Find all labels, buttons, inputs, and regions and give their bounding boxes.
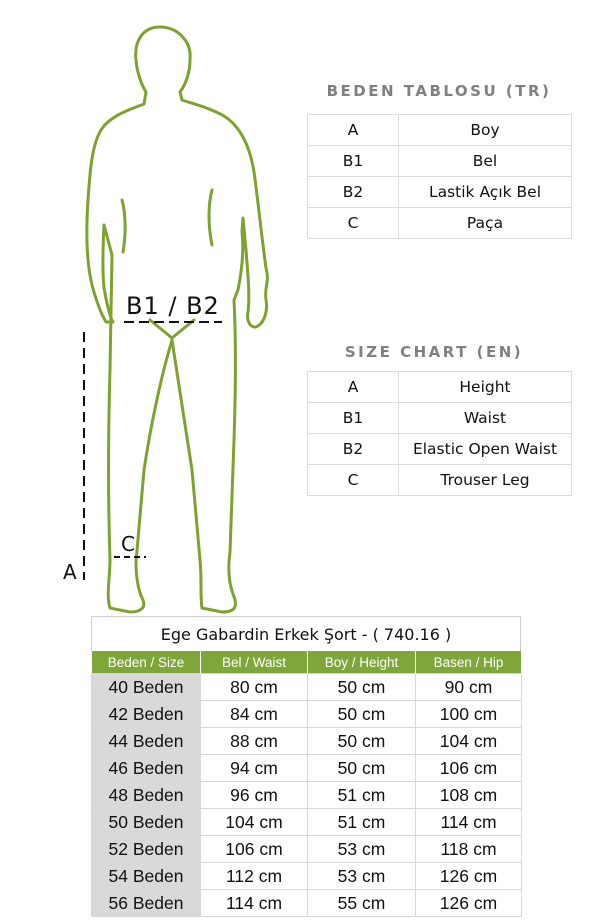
size-cell: 40 Beden xyxy=(92,674,201,701)
height-cell: 50 cm xyxy=(308,728,416,755)
hip-cell: 108 cm xyxy=(416,782,522,809)
body-figure xyxy=(0,0,300,620)
height-cell: 50 cm xyxy=(308,755,416,782)
height-cell: 53 cm xyxy=(308,863,416,890)
legend-row xyxy=(308,208,572,239)
waist-cell: 94 cm xyxy=(201,755,308,782)
height-marker-label: A xyxy=(63,560,77,584)
table-row xyxy=(92,863,522,890)
size-table-title: Ege Gabardin Erkek Şort - ( 740.16 ) xyxy=(91,616,521,651)
legend-tr-table xyxy=(307,114,572,239)
hip-cell: 118 cm xyxy=(416,836,522,863)
table-row xyxy=(92,674,522,701)
waist-cell: 114 cm xyxy=(201,890,308,917)
legend-key: B1 xyxy=(308,146,399,177)
legend-key: B1 xyxy=(308,403,399,434)
table-row xyxy=(92,755,522,782)
hip-cell: 106 cm xyxy=(416,755,522,782)
size-cell: 50 Beden xyxy=(92,809,201,836)
table-row xyxy=(92,890,522,917)
waist-cell: 112 cm xyxy=(201,863,308,890)
table-row xyxy=(92,701,522,728)
waist-marker-label: B1 / B2 xyxy=(126,292,220,320)
column-header: Beden / Size xyxy=(92,651,201,674)
waist-cell: 96 cm xyxy=(201,782,308,809)
legend-row xyxy=(308,372,572,403)
legend-value: Lastik Açık Bel xyxy=(399,177,572,208)
table-row xyxy=(92,836,522,863)
size-cell: 56 Beden xyxy=(92,890,201,917)
legend-row xyxy=(308,403,572,434)
table-row xyxy=(92,809,522,836)
column-header: Boy / Height xyxy=(308,651,416,674)
legend-value: Bel xyxy=(399,146,572,177)
height-cell: 55 cm xyxy=(308,890,416,917)
legend-key: B2 xyxy=(308,177,399,208)
size-table xyxy=(91,616,521,917)
waist-cell: 88 cm xyxy=(201,728,308,755)
size-table-grid xyxy=(91,651,522,917)
height-cell: 51 cm xyxy=(308,809,416,836)
legend-value: Paça xyxy=(399,208,572,239)
hip-cell: 104 cm xyxy=(416,728,522,755)
legend-value: Boy xyxy=(399,115,572,146)
size-cell: 54 Beden xyxy=(92,863,201,890)
legend-row xyxy=(308,115,572,146)
size-cell: 44 Beden xyxy=(92,728,201,755)
leg-marker-label: C xyxy=(121,532,135,556)
height-cell: 50 cm xyxy=(308,674,416,701)
legend-row xyxy=(308,146,572,177)
size-table-header-row xyxy=(92,651,522,674)
waist-cell: 84 cm xyxy=(201,701,308,728)
table-row xyxy=(92,728,522,755)
legend-key: C xyxy=(308,208,399,239)
size-cell: 52 Beden xyxy=(92,836,201,863)
waist-cell: 104 cm xyxy=(201,809,308,836)
legend-value: Trouser Leg xyxy=(399,465,572,496)
hip-cell: 114 cm xyxy=(416,809,522,836)
legend-value: Waist xyxy=(399,403,572,434)
size-cell: 42 Beden xyxy=(92,701,201,728)
legend-value: Elastic Open Waist xyxy=(399,434,572,465)
height-cell: 51 cm xyxy=(308,782,416,809)
legend-tr-title: BEDEN TABLOSU (TR) xyxy=(326,82,552,100)
hip-cell: 126 cm xyxy=(416,890,522,917)
hip-cell: 100 cm xyxy=(416,701,522,728)
legend-row xyxy=(308,465,572,496)
legend-value: Height xyxy=(399,372,572,403)
size-cell: 48 Beden xyxy=(92,782,201,809)
size-cell: 46 Beden xyxy=(92,755,201,782)
hip-cell: 90 cm xyxy=(416,674,522,701)
legend-row xyxy=(308,177,572,208)
legend-row xyxy=(308,434,572,465)
waist-cell: 106 cm xyxy=(201,836,308,863)
legend-en-table xyxy=(307,371,572,496)
legend-key: A xyxy=(308,115,399,146)
column-header: Basen / Hip xyxy=(416,651,522,674)
height-cell: 50 cm xyxy=(308,701,416,728)
legend-key: B2 xyxy=(308,434,399,465)
height-cell: 53 cm xyxy=(308,836,416,863)
hip-cell: 126 cm xyxy=(416,863,522,890)
legend-en-title: SIZE CHART (EN) xyxy=(344,343,524,361)
legend-key: C xyxy=(308,465,399,496)
legend-key: A xyxy=(308,372,399,403)
table-row xyxy=(92,782,522,809)
waist-cell: 80 cm xyxy=(201,674,308,701)
column-header: Bel / Waist xyxy=(201,651,308,674)
